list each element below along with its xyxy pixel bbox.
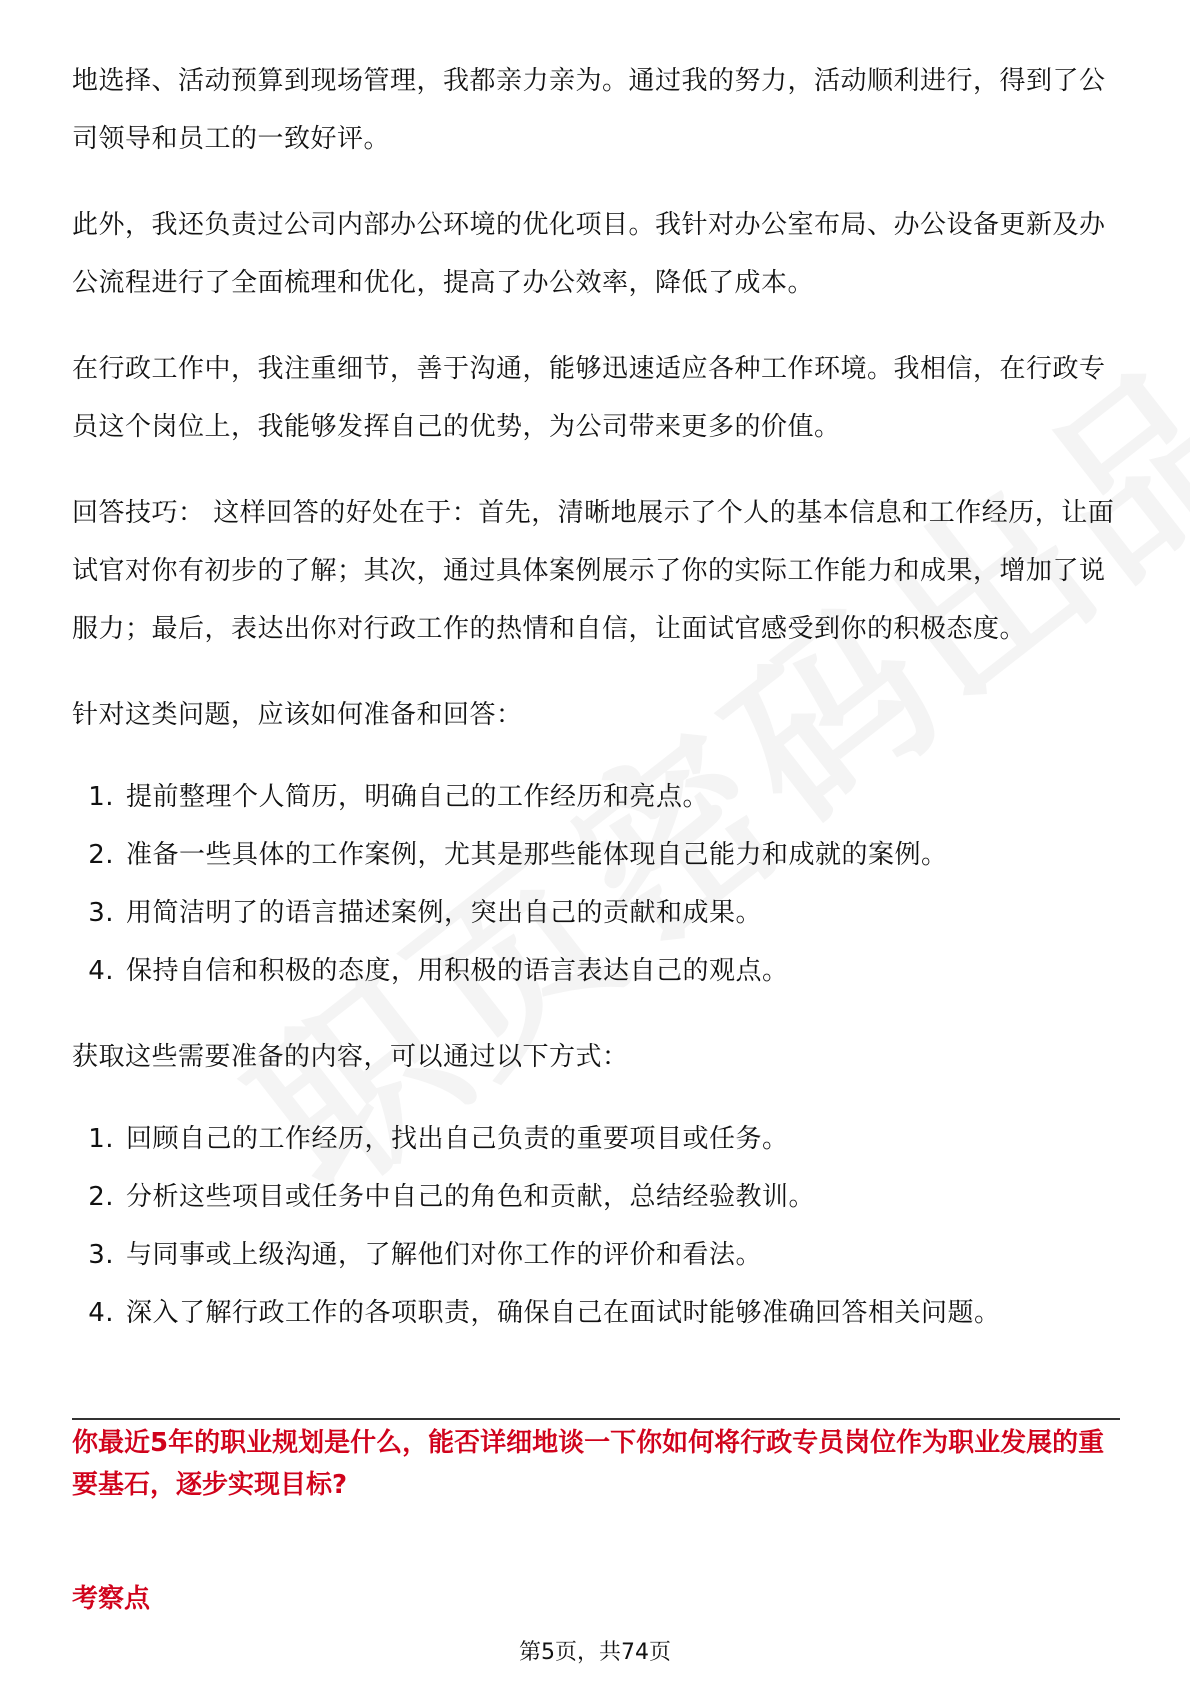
- document-body: [72, 52, 1120, 1370]
- page-number: 第5页，共74页: [519, 1640, 671, 1665]
- sources-list: [72, 1110, 1120, 1342]
- sources-intro: 获取这些需要准备的内容，可以通过以下方式：: [72, 1042, 629, 1072]
- section-divider: [72, 1418, 1120, 1420]
- list-item: 2. 准备一些具体的工作案例，尤其是那些能体现自己能力和成就的案例。: [88, 840, 948, 870]
- paragraph-2: 此外，我还负责过公司内部办公环境的优化项目。我针对办公室布局、办公设备更新及办公流程进行了全面梳理和优化，提高了办公效率，降低了成本。: [72, 210, 1106, 298]
- section-label-assessment: 考察点: [72, 1584, 151, 1614]
- list-item: 3. 与同事或上级沟通，了解他们对你工作的评价和看法。: [88, 1240, 763, 1270]
- paragraph-1: 地选择、活动预算到现场管理，我都亲力亲为。通过我的努力，活动顺利进行，得到了公司领导和员工的一致好评。: [72, 66, 1106, 154]
- list-item: 3. 用简洁明了的语言描述案例，突出自己的贡献和成果。: [88, 898, 763, 928]
- list-item: 4. 保持自信和积极的态度，用积极的语言表达自己的观点。: [88, 956, 789, 986]
- interview-question: 你最近5年的职业规划是什么，能否详细地谈一下你如何将行政专员岗位作为职业发展的重要基石，逐步实现目标?: [72, 1428, 1105, 1500]
- list-item: 1. 回顾自己的工作经历，找出自己负责的重要项目或任务。: [88, 1124, 789, 1154]
- preparation-intro: 针对这类问题，应该如何准备和回答：: [72, 700, 523, 730]
- list-item: 2. 分析这些项目或任务中自己的角色和贡献，总结经验教训。: [88, 1182, 816, 1212]
- preparation-list: [72, 768, 1120, 1000]
- list-item: 1. 提前整理个人简历，明确自己的工作经历和亮点。: [88, 782, 710, 812]
- paragraph-3: 在行政工作中，我注重细节，善于沟通，能够迅速适应各种工作环境。我相信，在行政专员这个岗位上，我能够发挥自己的优势，为公司带来更多的价值。: [72, 354, 1106, 442]
- list-item: 4. 深入了解行政工作的各项职责，确保自己在面试时能够准确回答相关问题。: [88, 1298, 1001, 1328]
- answer-tips-paragraph: 回答技巧： 这样回答的好处在于：首先，清晰地展示了个人的基本信息和工作经历，让面试官对你有初步的了解；其次，通过具体案例展示了你的实际工作能力和成果，增加了说服力；最后，表达出你对行政工作的热情和自信，让面试官感受到你的积极态度。: [72, 498, 1115, 644]
